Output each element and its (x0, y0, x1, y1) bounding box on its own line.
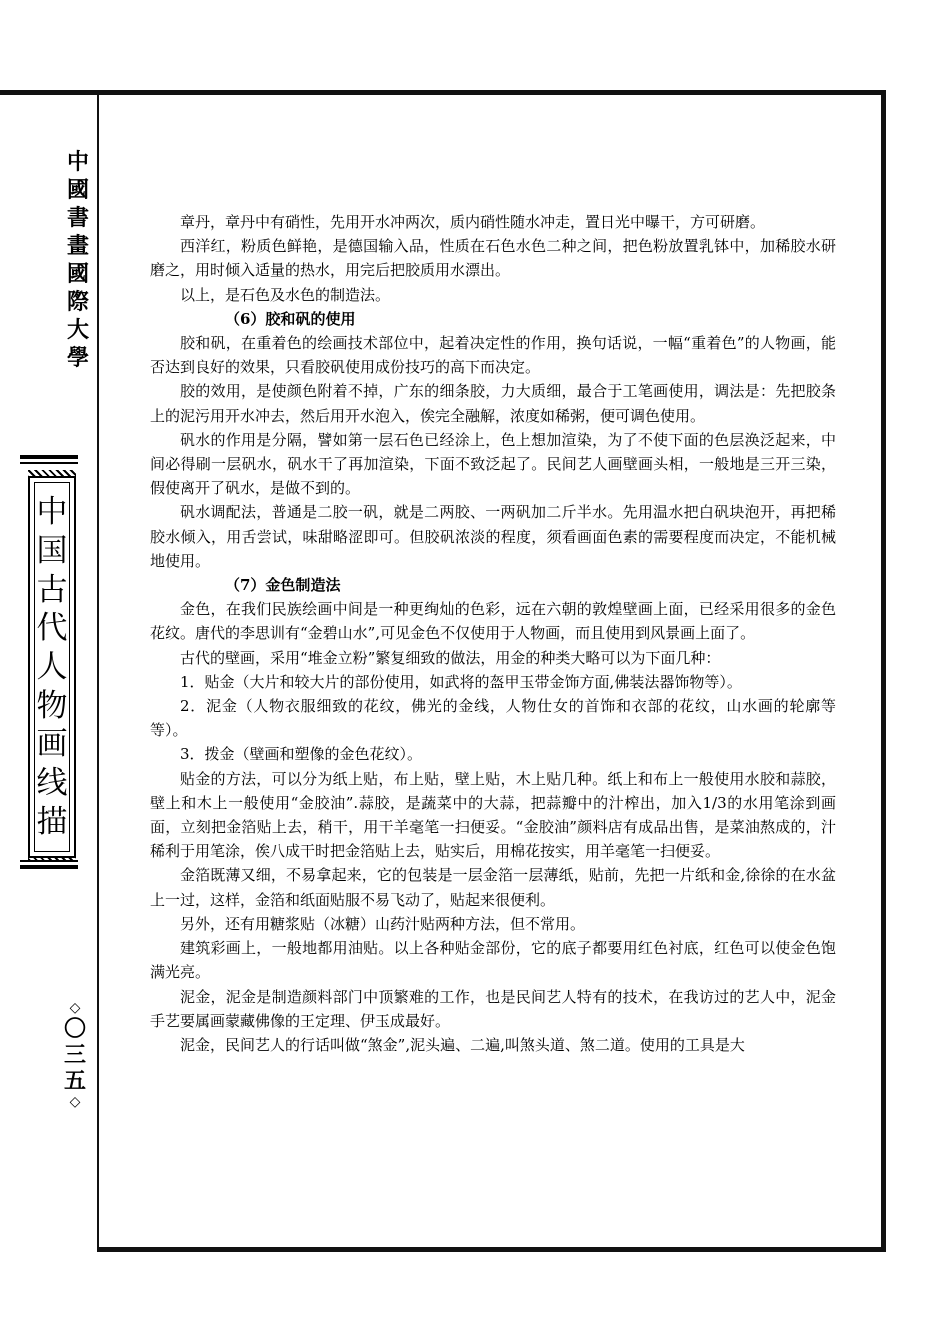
book-title-char: 线 (36, 764, 68, 801)
paragraph: 古代的壁画，采用“堆金立粉”繁复细致的做法，用金的种类大略可以为下面几种： (180, 648, 721, 667)
paragraph: 西洋红，粉质色鲜艳，是德国输入品，性质在石色水色二种之间，把色粉放置乳钵中，加稀胶水研磨之，用时倾入适量的热水，用完后把胶质用水漂出。 (150, 237, 836, 280)
series-title-char: 際 (66, 289, 89, 315)
book-title-char: 国 (36, 532, 68, 569)
diamond-icon: ◇ (69, 1094, 81, 1110)
paragraph: 泥金，泥金是制造颜料部门中顶繁难的工作，也是民间艺人特有的技术，在我访过的艺人中，泥金手艺要属画蒙藏佛像的王定理、伊玉成最好。 (150, 987, 836, 1030)
paragraph: 矾水的作用是分隔，譬如第一层石色已经涂上，色上想加渲染，为了不使下面的色层涣泛起来，中间必得刷一层矾水，矾水干了再加渲染，下面不致泛起了。民间艺人画壁画头相，一般地是三开三染，假使离开了矾水，是做不到的。 (150, 430, 836, 498)
page-frame-top (0, 90, 886, 95)
list-item: 1．贴金（大片和较大片的部份使用，如武将的盔甲玉带金饰方面,佛装法器饰物等）。 (180, 672, 742, 691)
title-ornament-bottom (20, 860, 78, 871)
series-title-char: 書 (66, 205, 89, 231)
paragraph: 矾水调配法，普通是二胶一矾，就是二两胶、一两矾加二斤半水。先用温水把白矾块泡开，再把稀胶水倾入，用舌尝试，味甜略涩即可。但胶矾浓淡的程度，须看画面色素的需要程度而决定，不能机械地使用。 (150, 503, 836, 570)
series-title-char: 畫 (66, 233, 89, 259)
list-item: 2．泥金（人物衣服细致的花纹，佛光的金线，人物仕女的首饰和衣部的花纹，山水画的轮廓等等）。 (150, 697, 836, 740)
book-title-char: 代 (36, 610, 68, 647)
book-title-char: 描 (36, 803, 68, 840)
list-item: 3．拨金（壁画和塑像的金色花纹）。 (180, 745, 423, 764)
page-frame-right (881, 90, 886, 1252)
book-title-char: 中 (36, 494, 68, 531)
paragraph: 泥金，民间艺人的行话叫做“煞金”,泥头遍、二遍,叫煞头道、煞二道。使用的工具是大 (180, 1035, 745, 1054)
paragraph: 章丹，章丹中有硝性，先用开水冲两次，质内硝性随水冲走，置日光中曝干，方可研磨。 (180, 213, 766, 231)
paragraph: 以上，是石色及水色的制造法。 (180, 285, 391, 304)
series-title-char: 學 (66, 345, 89, 371)
series-title-char: 國 (66, 261, 89, 287)
paragraph: 另外，还有用糖浆贴（冰糖）山药汁贴两种方法，但不常用。 (180, 914, 586, 933)
series-title-char: 中 (66, 149, 89, 175)
book-title-char: 人 (36, 648, 68, 685)
page-number-char: 〇 (63, 1016, 86, 1042)
page-frame-bottom (97, 1247, 886, 1252)
paragraph: 金色，在我们民族绘画中间是一种更绚灿的色彩，远在六朝的敦煌壁画上面，已经采用很多的金色花纹。唐代的李思训有“金碧山水”,可见金色不仅使用于人物画，而且使用到风景画上面了。 (150, 600, 836, 643)
paragraph: 胶的效用，是使颜色附着不掉，广东的细条胶，力大质细，最合于工笔画使用，调法是：先把胶条上的泥污用开水冲去，然后用开水泡入，俟完全融解，浓度如稀粥，便可调色使用。 (150, 382, 836, 425)
body-text (150, 210, 836, 1057)
section-heading: （7）金色制造法 (225, 576, 341, 595)
book-title-box (28, 476, 76, 858)
book-title-char: 画 (36, 726, 68, 763)
series-title-char: 國 (66, 177, 89, 203)
page-number-char: 三 (63, 1042, 86, 1068)
section-heading: （6）胶和矾的使用 (225, 309, 356, 328)
page-number-char: 五 (63, 1068, 86, 1094)
book-title-char: 古 (36, 571, 68, 608)
paragraph: 贴金的方法，可以分为纸上贴，布上贴，壁上贴，木上贴几种。纸上和布上一般使用水胶和蒜胶，壁上和木上一般使用“金胶油”.蒜胶，是蔬菜中的大蒜，把蒜瓣中的汁榨出，加入1/3的水用笔涂到画面，立刻把金箔贴上去，稍干，用干羊毫笔一扫便妥。“金胶油”颜料店有成品出售，是菜油熬成的，汁稀利于用笔涂，俟八成干时把金箔贴上去，贴实后，用棉花按实，用羊毫笔一扫便妥。 (150, 769, 836, 861)
paragraph: 金箔既薄又细，不易拿起来，它的包装是一层金箔一层薄纸，贴前，先把一片纸和金,徐徐的在水盆上一过，这样，金箔和纸面贴服不易飞动了，贴起来很便利。 (150, 866, 836, 909)
paragraph: 胶和矾，在重着色的绘画技术部位中，起着决定性的作用，换句话说，一幅“重着色”的人物画，能否达到良好的效果，只看胶矾使用成份技巧的高下而决定。 (150, 334, 836, 377)
paragraph: 建筑彩画上，一般地都用油贴。以上各种贴金部份，它的底子都要用红色衬底，红色可以使金色饱满光亮。 (150, 939, 836, 982)
title-ornament-top (20, 455, 78, 466)
series-title-char: 大 (66, 317, 89, 343)
diamond-icon: ◇ (69, 1000, 81, 1016)
page-number (55, 1000, 95, 1110)
book-title-char: 物 (36, 687, 68, 724)
series-title (58, 148, 98, 372)
